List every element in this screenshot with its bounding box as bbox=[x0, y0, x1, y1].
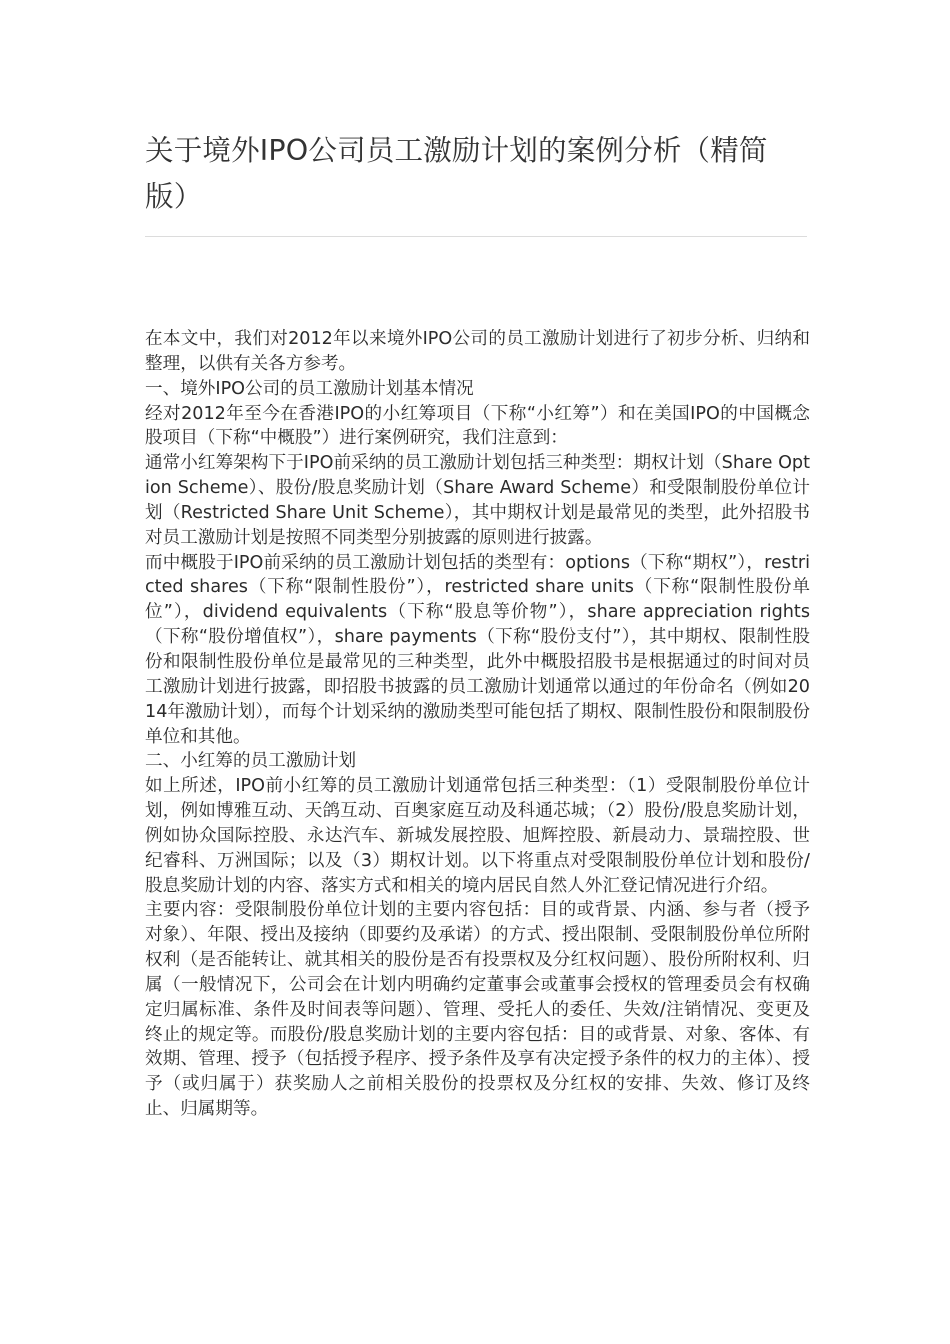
paragraph-red-chip-plans: 如上所述，IPO前小红筹的员工激励计划通常包括三种类型：（1）受限制股份单位计划，例如博雅互动、天鸽互动、百奥家庭互动及科通芯城；（2）股份/股息奖励计划，例如协众国际控股、永达汽车、新城发展控股、旭辉控股、新晨动力、景瑞控股、世纪睿科、万洲国际；以及（3）期权计划。以下将重点对受限制股份单位计划和股份/股息奖励计划的内容、落实方式和相关的境内居民自然人外汇登记情况进行介绍。 bbox=[145, 776, 810, 896]
paragraph-china-concept-types: 而中概股于IPO前采纳的员工激励计划包括的类型有：options（下称“期权”），restricted shares（下称“限制性股份”），restricted share units（下称“限制性股份单位”），dividend equivalents（下称“股息等价物”），share appreciation rights（下称“股份增值权”），share payments（下称“股份支付”），其中期权、限制性股份和限制性股份单位是最常见的三种类型，此外中概股招股书是根据通过的时间对员工激励计划进行披露，即招股书披露的员工激励计划通常以通过的年份命名（例如2014年激励计划），而每个计划采纳的激励类型可能包括了期权、限制性股份和限制股份单位和其他。 bbox=[145, 552, 810, 747]
paragraph-red-chip-types: 通常小红筹架构下于IPO前采纳的员工激励计划包括三种类型：期权计划（Share Option Scheme）、股份/股息奖励计划（Share Award Scheme）和受限制股份单位计划（Restricted Share Unit Scheme），其中期权计划是最常见的类型，此外招股书对员工激励计划是按照不同类型分别披露的原则进行披露。 bbox=[145, 453, 810, 548]
document-title: 关于境外IPO公司员工激励计划的案例分析（精简版） bbox=[145, 134, 768, 213]
paragraph-main-content: 主要内容：受限制股份单位计划的主要内容包括：目的或背景、内涵、参与者（授予对象）、年限、授出及接纳（即要约及承诺）的方式、授出限制、受限制股份单位所附权利（是否能转让、就其相关的股份是否有投票权及分红权问题）、股份所附权利、归属（一般情况下，公司会在计划内明确约定董事会或董事会授权的管理委员会有权确定归属标准、条件及时间表等问题）、管理、受托人的委任、失效/注销情况、变更及终止的规定等。而股份/股息奖励计划的主要内容包括：目的或背景、对象、客体、有效期、管理、授予（包括授予程序、授予条件及享有决定授予条件的权力的主体）、授予（或归属于）获奖励人之前相关股份的投票权及分红权的安排、失效、修订及终止、归属期等。 bbox=[145, 900, 810, 1120]
paragraph-case-study: 经对2012年至今在香港IPO的小红筹项目（下称“小红筹”）和在美国IPO的中国概念股项目（下称“中概股”）进行案例研究，我们注意到： bbox=[145, 403, 810, 449]
section-heading-2: 二、小红筹的员工激励计划 bbox=[145, 751, 357, 772]
paragraph-intro: 在本文中，我们对2012年以来境外IPO公司的员工激励计划进行了初步分析、归纳和整理，以供有关各方参考。 bbox=[145, 329, 810, 374]
title-divider bbox=[145, 236, 807, 237]
document-body bbox=[145, 327, 810, 1122]
section-heading-1: 一、境外IPO公司的员工激励计划基本情况 bbox=[145, 378, 474, 399]
